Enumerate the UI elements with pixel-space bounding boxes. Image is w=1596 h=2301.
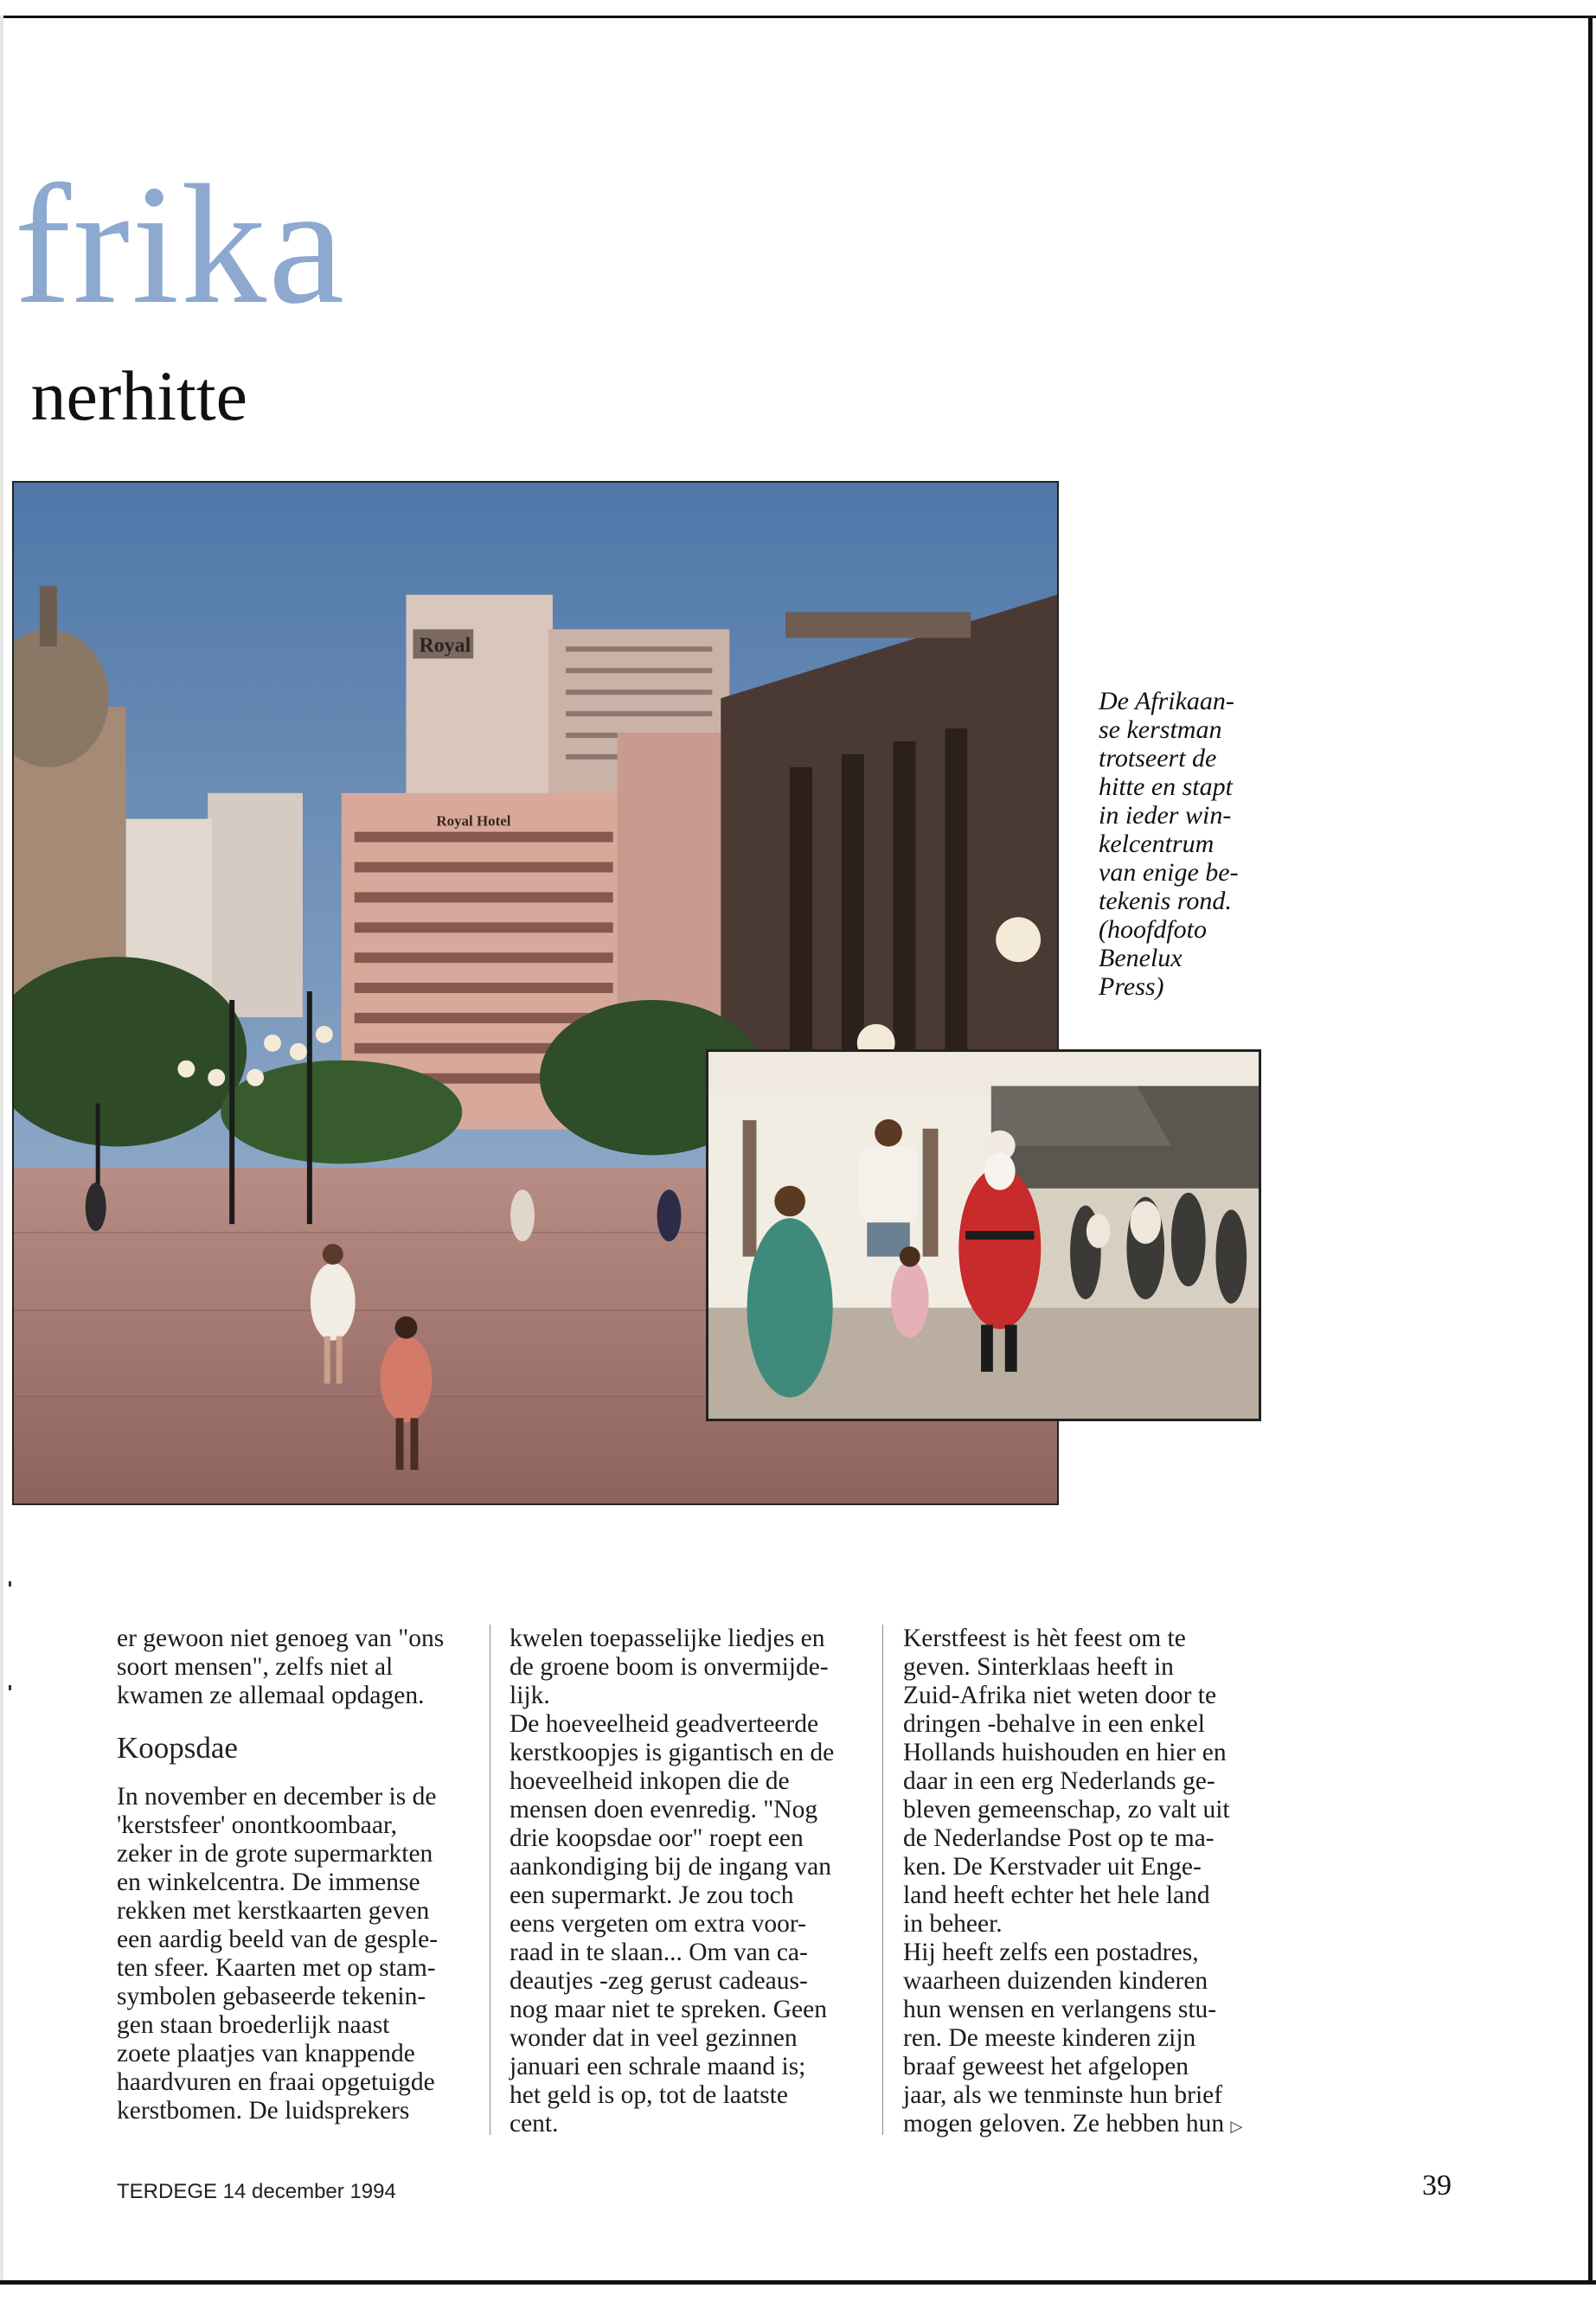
text-line: eens vergeten om extra voor- (510, 1910, 806, 1938)
caption-line: tekenis rond. (1099, 887, 1232, 915)
photo-caption (1099, 687, 1289, 1001)
margin-mark (9, 1685, 11, 1690)
text-line: symbolen gebaseerde tekenin- (117, 1983, 426, 2010)
margin-mark (9, 1581, 11, 1586)
text-line: braaf geweest het afgelopen (903, 2053, 1189, 2080)
text-line: geven. Sinterklaas heeft in (903, 1653, 1174, 1681)
caption-line: Benelux (1099, 944, 1183, 972)
text-line: in beheer. (903, 1910, 1003, 1938)
headline-subtitle-text: nerhitte (30, 356, 247, 435)
text-line: ken. De Kerstvader uit Enge- (903, 1853, 1202, 1881)
text-line: de Nederlandse Post op te ma- (903, 1824, 1215, 1852)
text-line: ten sfeer. Kaarten met op stam- (117, 1954, 436, 1982)
caption-line: se kerstman (1099, 715, 1222, 744)
inset-photo-illustration (708, 1052, 1259, 1419)
text-line: hun wensen en verlangens stu- (903, 1996, 1217, 2023)
caption-line: hitte en stapt (1099, 772, 1233, 801)
text-line: Kerstfeest is hèt feest om te (903, 1625, 1186, 1652)
text-line: cent. (510, 2110, 559, 2138)
text-line: 'kerstsfeer' onontkoombaar, (117, 1811, 398, 1839)
text-line-last (903, 2110, 1284, 2138)
text-line: kerstbomen. De luidsprekers (117, 2097, 410, 2125)
text-line: In november en december is de (117, 1783, 437, 1811)
text-line: kerstkoopjes is gigantisch en de (510, 1739, 835, 1766)
continue-arrow-icon: ▷ (1230, 2118, 1243, 2135)
text-line: aankondiging bij de ingang van (510, 1853, 831, 1881)
headline-title (0, 154, 398, 336)
text-line: raad in te slaan... Om van ca- (510, 1939, 808, 1966)
royal-sign-text: Royal (419, 634, 471, 657)
text-line: een supermarkt. Je zou toch (510, 1881, 794, 1909)
text-line: de groene boom is onvermijde- (510, 1653, 829, 1681)
caption-line: trotseert de (1099, 744, 1217, 772)
page-number: 39 (1422, 2170, 1452, 2202)
text-line: waarheen duizenden kinderen (903, 1967, 1208, 1995)
text-line: mogen geloven. Ze hebben hun (903, 2110, 1225, 2138)
section-heading: Koopsdae (117, 1731, 238, 1765)
text-line: lijk. (510, 1682, 550, 1709)
royal-hotel-sign-text: Royal Hotel (436, 812, 511, 830)
text-line: soort mensen", zelfs niet al (117, 1653, 394, 1681)
text-line: jaar, als we tenminste hun brief (903, 2081, 1223, 2109)
text-line: mensen doen evenredig. "Nog (510, 1796, 818, 1823)
footer-publication: TERDEGE 14 december 1994 (117, 2180, 396, 2203)
page-border-right (1588, 16, 1593, 2285)
text-line: er gewoon niet genoeg van "ons (117, 1625, 445, 1652)
text-line: zoete plaatjes van knappende (117, 2040, 415, 2067)
text-line: bleven gemeenschap, zo valt uit (903, 1796, 1230, 1823)
caption-line: (hoofdfoto (1099, 915, 1207, 944)
headline-subtitle (0, 353, 260, 448)
text-line: en winkelcentra. De immense (117, 1868, 420, 1896)
text-line: kwamen ze allemaal opdagen. (117, 1682, 425, 1709)
page-border-top (0, 16, 1596, 18)
inset-photo (706, 1049, 1261, 1421)
text-line: drie koopsdae oor" roept een (510, 1824, 804, 1852)
text-line: haardvuren en fraai opgetuigde (117, 2068, 435, 2096)
headline-title-text: frika (14, 154, 346, 336)
text-line: Zuid-Afrika niet weten door te (903, 1682, 1217, 1709)
text-line: een aardig beeld van de gesple- (117, 1926, 439, 1953)
text-line: kwelen toepasselijke liedjes en (510, 1625, 825, 1652)
text-line: ren. De meeste kinderen zijn (903, 2024, 1196, 2052)
page-border-bottom (0, 2280, 1596, 2285)
caption-line: Press) (1099, 972, 1164, 1001)
caption-line: van enige be- (1099, 858, 1239, 887)
text-line: gen staan broederlijk naast (117, 2011, 390, 2039)
text-line: De hoeveelheid geadverteerde (510, 1710, 819, 1738)
text-line: het geld is op, tot de laatste (510, 2081, 788, 2109)
text-line: dringen -behalve in een enkel (903, 1710, 1205, 1738)
text-line: nog maar niet te spreken. Geen (510, 1996, 827, 2023)
article-column-2 (510, 1625, 864, 2138)
text-line: hoeveelheid inkopen die de (510, 1767, 790, 1795)
text-line: Hollands huishouden en hier en (903, 1739, 1227, 1766)
text-line: rekken met kerstkaarten geven (117, 1897, 430, 1925)
article-column-1 (117, 1625, 480, 2125)
article-column-3 (903, 1625, 1284, 2138)
text-line: land heeft echter het hele land (903, 1881, 1210, 1909)
caption-line: kelcentrum (1099, 830, 1215, 858)
text-line: daar in een erg Nederlands ge- (903, 1767, 1215, 1795)
text-line: deautjes -zeg gerust cadeaus- (510, 1967, 808, 1995)
text-line: zeker in de grote supermarkten (117, 1840, 433, 1868)
text-line: januari een schrale maand is; (510, 2053, 806, 2080)
caption-line: in ieder win- (1099, 801, 1232, 830)
text-line: wonder dat in veel gezinnen (510, 2024, 798, 2052)
caption-line: De Afrikaan- (1099, 687, 1234, 715)
text-line: Hij heeft zelfs een postadres, (903, 1939, 1199, 1966)
column-rule (882, 1625, 883, 2135)
